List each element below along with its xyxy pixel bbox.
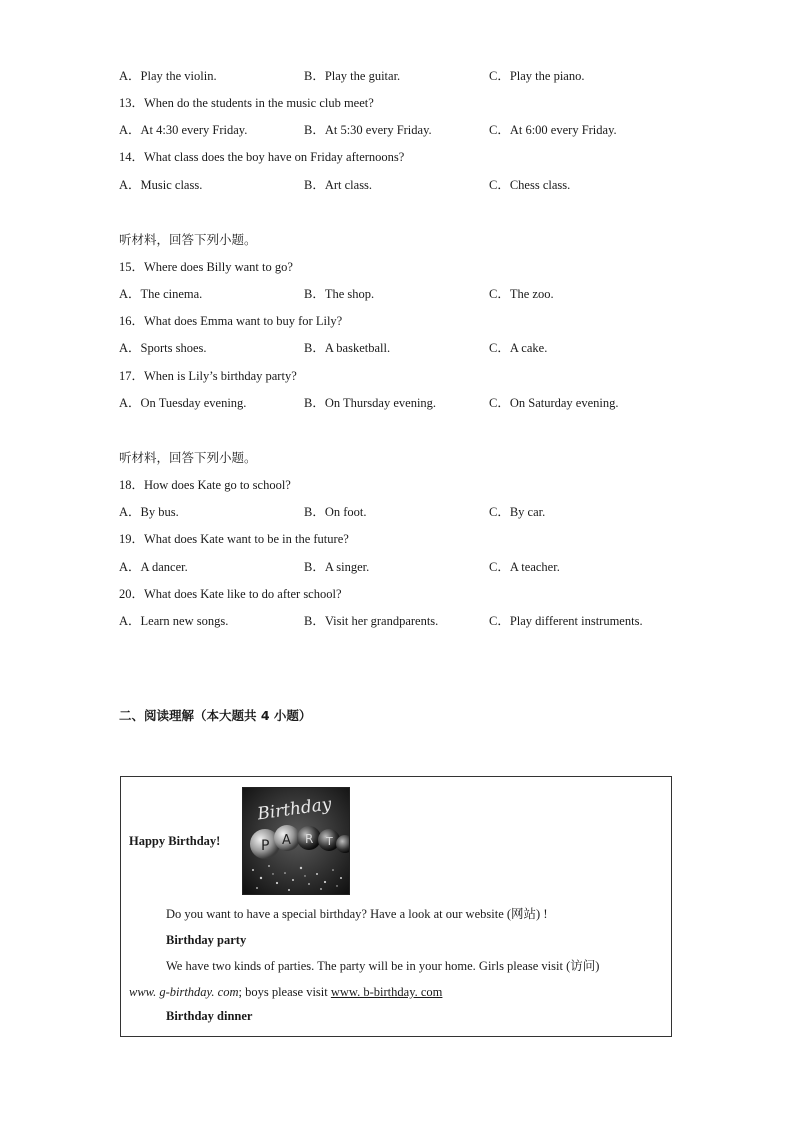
q13-options — [119, 121, 719, 139]
q16-options — [119, 339, 719, 357]
q17-option-b: B．On Thursday evening. — [304, 396, 437, 410]
party-description: We have two kinds of parties. The party will be in your home. Girls please visit (访问) — [166, 959, 600, 973]
q18-option-a: A．By bus. — [119, 505, 179, 519]
svg-text:Birthday: Birthday — [256, 794, 333, 825]
q14-option-c: C．Chess class. — [489, 178, 571, 192]
q20-option-c: C．Play different instruments. — [489, 614, 643, 628]
q19-stem: 19．What does Kate want to be in the future? — [119, 532, 349, 546]
passage-intro: Do you want to have a special birthday? Have a look at our website (网站) ! — [166, 907, 548, 921]
q18-option-b: B．On foot. — [304, 505, 367, 519]
q17-option-a: A．On Tuesday evening. — [119, 396, 247, 410]
q19-option-a: A．A dancer. — [119, 560, 188, 574]
girls-website-link[interactable]: www. g-birthday. com — [129, 985, 239, 999]
q13-option-a: A．At 4:30 every Friday. — [119, 123, 248, 137]
q19-options — [119, 558, 719, 576]
q18-options — [119, 503, 719, 521]
q12-options — [119, 67, 719, 85]
q16-option-b: B．A basketball. — [304, 341, 391, 355]
q17-options — [119, 394, 719, 412]
q20-option-a: A．Learn new songs. — [119, 614, 229, 628]
boys-text: ; boys please visit — [238, 985, 331, 999]
q12-option-b: B．Play the guitar. — [304, 69, 401, 83]
q15-option-b: B．The shop. — [304, 287, 375, 301]
q14-options — [119, 176, 719, 194]
q14-stem: 14．What class does the boy have on Friday afternoons? — [119, 150, 405, 164]
svg-text:A: A — [282, 833, 291, 848]
svg-text:R: R — [305, 832, 314, 846]
q19-option-c: C．A teacher. — [489, 560, 560, 574]
q20-stem: 20．What does Kate like to do after school? — [119, 587, 342, 601]
q15-stem: 15．Where does Billy want to go? — [119, 260, 293, 274]
birthday-party-illustration — [243, 788, 350, 895]
website-line — [129, 983, 442, 1001]
q15-options — [119, 285, 719, 303]
passage-heading: Happy Birthday! — [129, 834, 221, 848]
q20-options — [119, 612, 719, 630]
dinner-subheading: Birthday dinner — [166, 1009, 253, 1023]
q14-option-a: A．Music class. — [119, 178, 203, 192]
q19-option-b: B．A singer. — [304, 560, 370, 574]
listening-instruction-1: 听材料，回答下列小题。 — [119, 232, 257, 247]
svg-text:P: P — [261, 838, 270, 854]
q13-option-b: B．At 5:30 every Friday. — [304, 123, 432, 137]
q16-option-c: C．A cake. — [489, 341, 548, 355]
listening-instruction-2: 听材料，回答下列小题。 — [119, 450, 257, 465]
q13-option-c: C．At 6:00 every Friday. — [489, 123, 617, 137]
svg-text:T: T — [326, 835, 333, 848]
q15-option-c: C．The zoo. — [489, 287, 554, 301]
q17-stem: 17．When is Lily’s birthday party? — [119, 369, 297, 383]
q18-stem: 18．How does Kate go to school? — [119, 478, 291, 492]
party-subheading: Birthday party — [166, 933, 247, 947]
q17-option-c: C．On Saturday evening. — [489, 396, 619, 410]
boys-website-link[interactable]: www. b-birthday. com — [330, 985, 443, 999]
q15-option-a: A．The cinema. — [119, 287, 203, 301]
section-2-title: 二、阅读理解（本大题共 4 小题） — [119, 708, 312, 723]
q16-stem: 16．What does Emma want to buy for Lily? — [119, 314, 343, 328]
q14-option-b: B．Art class. — [304, 178, 373, 192]
reading-passage-box — [120, 776, 672, 1037]
q12-option-c: C．Play the piano. — [489, 69, 585, 83]
q18-option-c: C．By car. — [489, 505, 546, 519]
q20-option-b: B．Visit her grandparents. — [304, 614, 439, 628]
q13-stem: 13．When do the students in the music club meet? — [119, 96, 374, 110]
q16-option-a: A．Sports shoes. — [119, 341, 207, 355]
birthday-party-image — [242, 787, 350, 895]
q12-option-a: A．Play the violin. — [119, 69, 217, 83]
